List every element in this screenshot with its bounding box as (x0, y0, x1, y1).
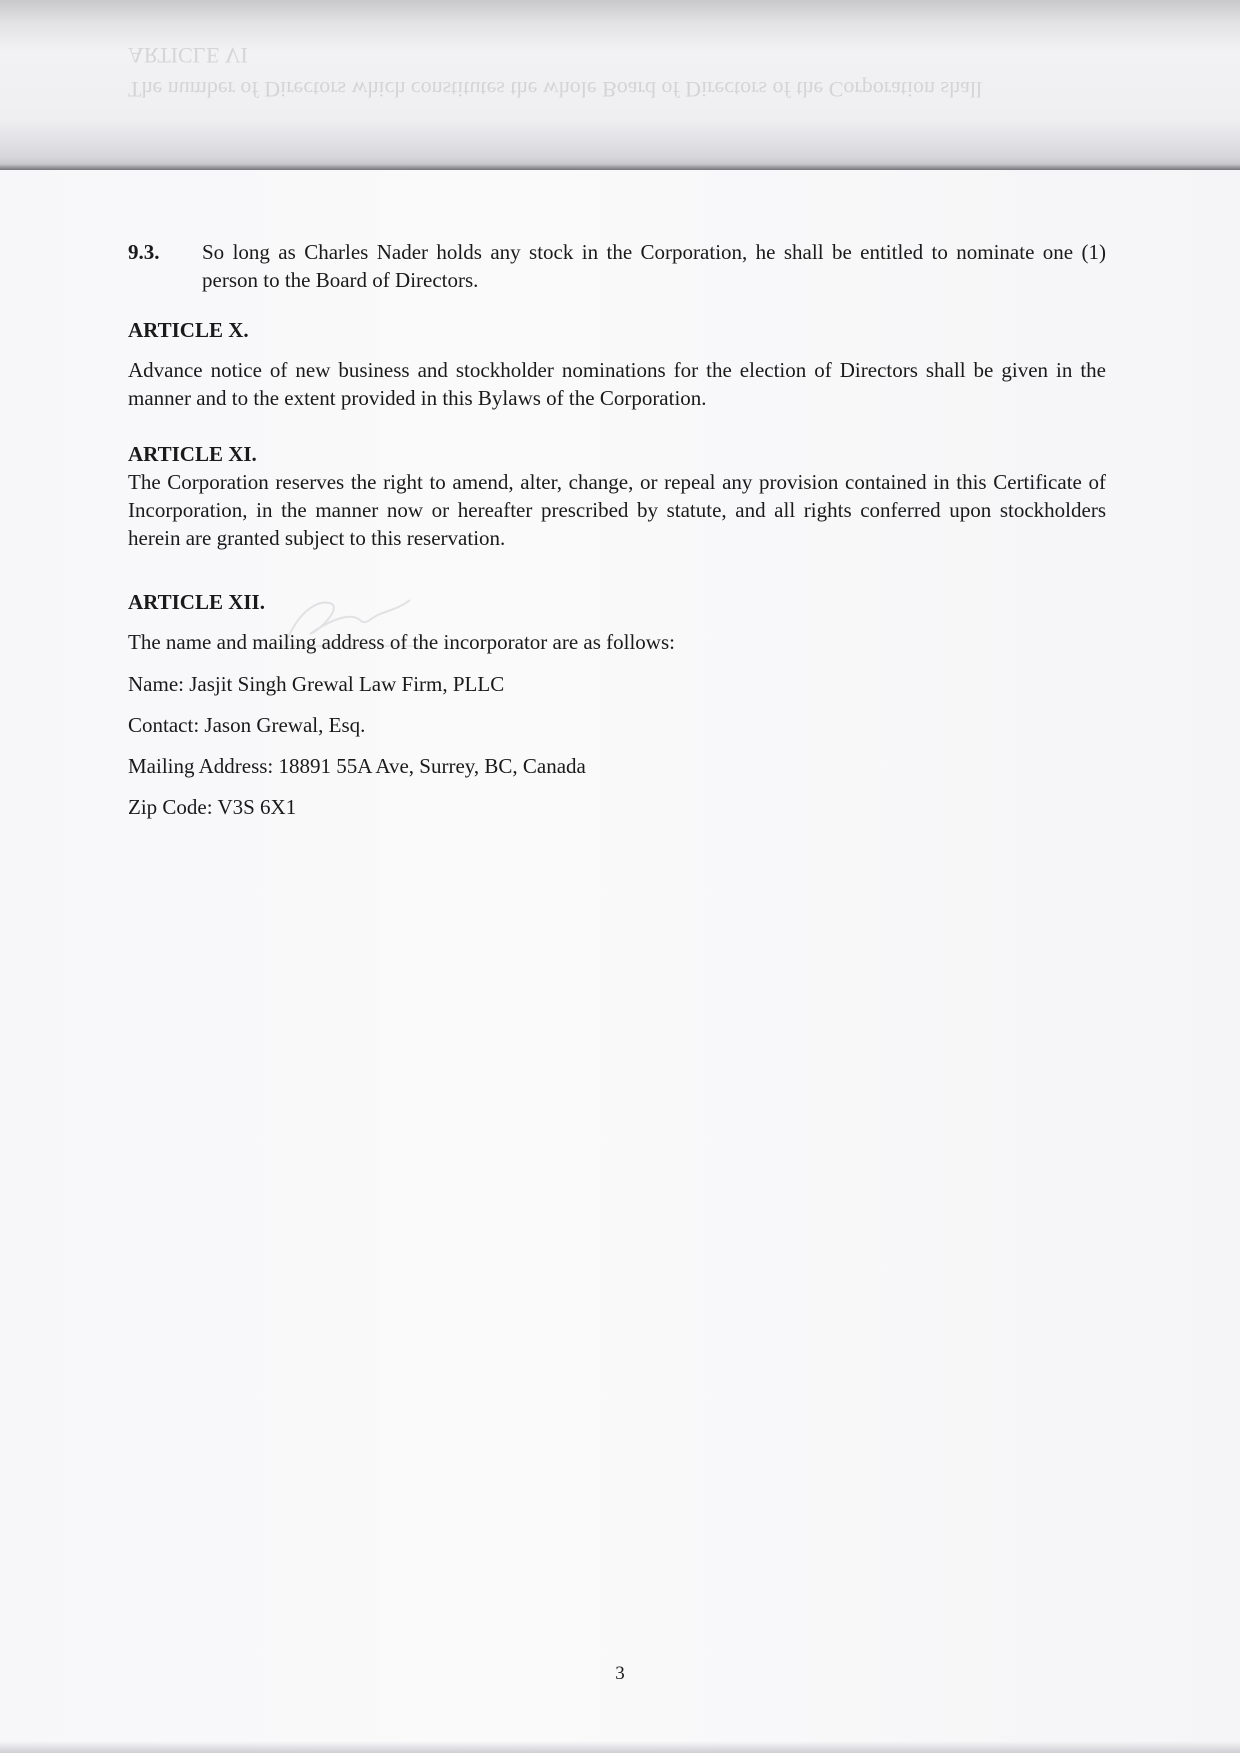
article-x (128, 316, 1106, 412)
item-9-3 (128, 238, 1106, 294)
incorporator-contact: Contact: Jason Grewal, Esq. (128, 713, 366, 737)
document-body (128, 238, 1106, 849)
item-text: So long as Charles Nader holds any stock in the Corporation, he shall be entitled to nominate one (1) person to the Board of Directors. (202, 240, 1106, 292)
incorporator-zip: Zip Code: V3S 6X1 (128, 795, 297, 819)
article-heading: ARTICLE XII. (128, 590, 265, 614)
article-body: The Corporation reserves the right to amend, alter, change, or repeal any provision contained in this Certificate of Incorporation, in the manner now or hereafter prescribed by statute, and all rights conferred upon stockholders herein are granted subject to this reservation. (128, 470, 1106, 550)
incorporator-intro: The name and mailing address of the incorporator are as follows: (128, 630, 675, 654)
article-xii (128, 588, 1106, 821)
folded-page-flap (0, 0, 1240, 170)
mirrored-flap-line: The number of Directors which constitutes the whole Board of Directors of the Corporation shall (128, 77, 983, 102)
article-heading: ARTICLE X. (128, 318, 249, 342)
mirrored-flap-text (128, 38, 1228, 106)
article-xi (128, 440, 1106, 552)
incorporator-name: Name: Jasjit Singh Grewal Law Firm, PLLC (128, 672, 505, 696)
incorporator-address: Mailing Address: 18891 55A Ave, Surrey, BC, Canada (128, 754, 586, 778)
page-number: 3 (615, 1663, 625, 1684)
article-body: Advance notice of new business and stockholder nominations for the election of Directors shall be given in the manner and to the extent provided in this Bylaws of the Corporation. (128, 358, 1106, 410)
page-bottom-edge (0, 1741, 1240, 1753)
item-number: 9.3. (128, 240, 160, 264)
mirrored-flap-line: ARTICLE VI (128, 43, 248, 68)
article-heading: ARTICLE XI. (128, 442, 257, 466)
